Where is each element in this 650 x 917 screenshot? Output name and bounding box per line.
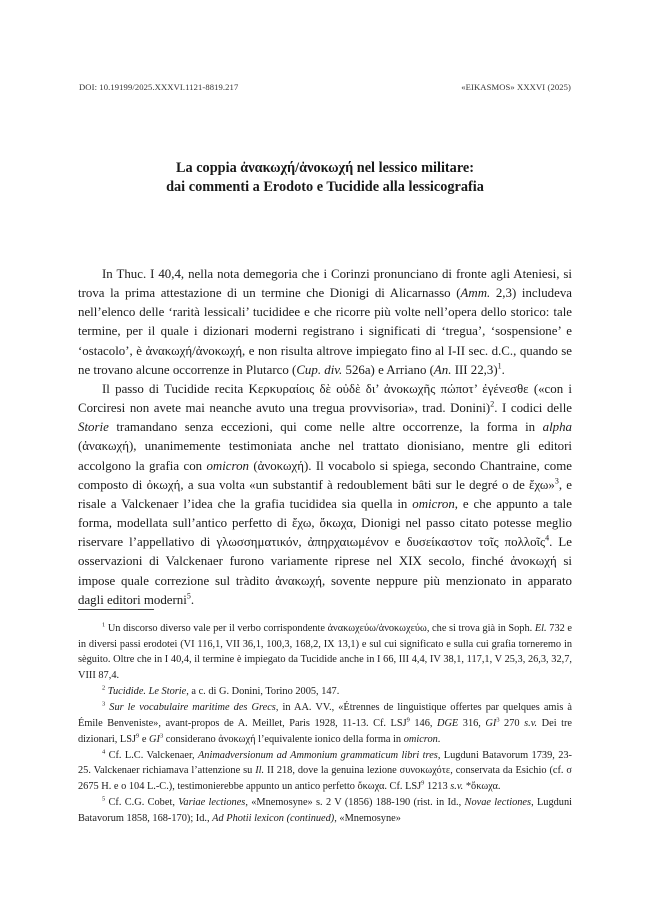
footnotes	[78, 621, 572, 827]
paragraph-1: In Thuc. I 40,4, nella nota demegoria che i Corinzi pronunciano di fronte agli Ateniesi, si trova la prima attestazione di un termine che Dionigi di Alicarnasso (Amm. 2,3) includeva nell’elenco delle ‘rarità lessicali’ tucididee e che ricorre più volte nell’opera dello storico: tale termine, per il quale i dizionari moderni registrano i significati di ‘tregua’, ‘sospensione’ e ‘ostacolo’, è ἀνακωχή/ἀνοκωχή, e non risulta altrove impiegato fino al I-II sec. d.C., quando se ne trovano alcune occorrenze in Plutarco (Cup. div. 526a) e Arriano (An. III 22,3)$^1$.	[78, 267, 572, 377]
footnote-2: $^2$ Tucidide. Le Storie, a c. di G. Donini, Torino 2005, 147.	[102, 684, 340, 698]
title-line-2: dai commenti a Erodoto e Tucidide alla lessicografia	[166, 179, 484, 195]
doi-label: DOI: 10.19199/2025.XXXVI.1121-8819.217	[79, 82, 239, 92]
body-text	[78, 265, 572, 610]
footnote-5: $^5$ Cf. C.G. Cobet, Variae lectiones, «Mnemosyne» s. 2 V (1856) 188-190 (rist. in Id., Novae lectiones, Lugduni Batavorum 1858, 168-170); Id., Ad Photii lexicon (continued), «Mnemosyne»	[78, 795, 573, 824]
running-header	[79, 82, 571, 96]
footnote-separator	[78, 609, 154, 610]
footnote-4: $^4$ Cf. L.C. Valckenaer, Animadversionum ad Ammonium grammaticum libri tres, Lugduni Batavorum 1739, 23-25. Valckenaer richiamava l’attenzione su Il. II 218, dove la genuina lezione συνοκωχότε, conservata da Esichio (cf. σ 2675 H. e ο 104 L.-C.), testimonierebbe appunto un antico perfetto ὄκωχα. Cf. LSJ$^9$ 1213 s.v. *ὄκωχα.	[78, 748, 573, 793]
journal-label: «EIKASMOS» XXXVI (2025)	[461, 82, 571, 92]
title-line-1: La coppia ἀνακωχή/ἀνοκωχή nel lessico militare:	[175, 160, 475, 176]
footnote-3: $^3$ Sur le vocabulaire maritime des Grecs, in AA. VV., «Étrennes de linguistique offertes par quelques amis à Émile Benveniste», avant-propos de A. Meillet, Paris 1928, 11-13. Cf. LSJ$^9$ 146, DGE 316, $GI^3$ 270 s.v. Dei tre dizionari, LSJ$^9$ e $GI^3$ considerano ἀνοκωχή l’equivalente ionico della forma in omicron.	[78, 700, 573, 745]
article-title	[60, 159, 590, 197]
footnote-1: $^1$ Un discorso diverso vale per il verbo corrispondente ἀνακωχεύω/ἀνοκωχεύω, che si trova già in Soph. El. 732 e in diversi passi erodotei (VI 116,1, VII 36,1, 100,3, 168,2, IX 13,1) e sul cui significato e sulla cui grafia torneremo in sèguito. Oltre che in I 40,4, il termine è impiegato da Tucidide anche in I 66, III 4,4, IV 38,1, 117,1, V 25,3, 26,3, 32,7, VIII 87,4.	[78, 621, 572, 681]
paragraph-2: Il passo di Tucidide recita Κερκυραίοις δὲ οὐδὲ δι’ ἀνοκωχῆς πώποτ’ ἐγένεσθε («con i Corciresi non avete mai neanche avuto una tregua provvisoria», trad. Donini)$^2$. I codici delle Storie tramandano senza eccezioni, qui come nelle altre occorrenze, la forma in alpha (ἀνακωχή), unanimemente testimoniata anche nel trattato dionisiano, mentre gli editori accolgono la grafia con omicron (ἀνοκωχή). Il vocabolo si spiega, secondo Chantraine, come composto di ὀκωχή, a sua volta «un substantif à redoublement bâti sur le degré o de ἔχω»$^3$, e risale a Valckenaer l’idea che la grafia tucididea sia quella in omicron, e che appunto a tale forma, modellata sull’antico perfetto di ἔχω, ὄκωχα, Dionigi nel passo citato potesse meglio riservare l’appellativo di γλωσσηματικόν, ἀπηρχαιωμένον e δυσείκαστον τοῖς πολλοῖς$^4$. Le osservazioni di Valckenaer furono variamente riprese nel XIX secolo, finché ἀνοκωχή si impose quale correzione sul tràdito ἀνακωχή, sovente neppure più menzionato in apparato dagli editori moderni$^5$.	[78, 381, 573, 607]
